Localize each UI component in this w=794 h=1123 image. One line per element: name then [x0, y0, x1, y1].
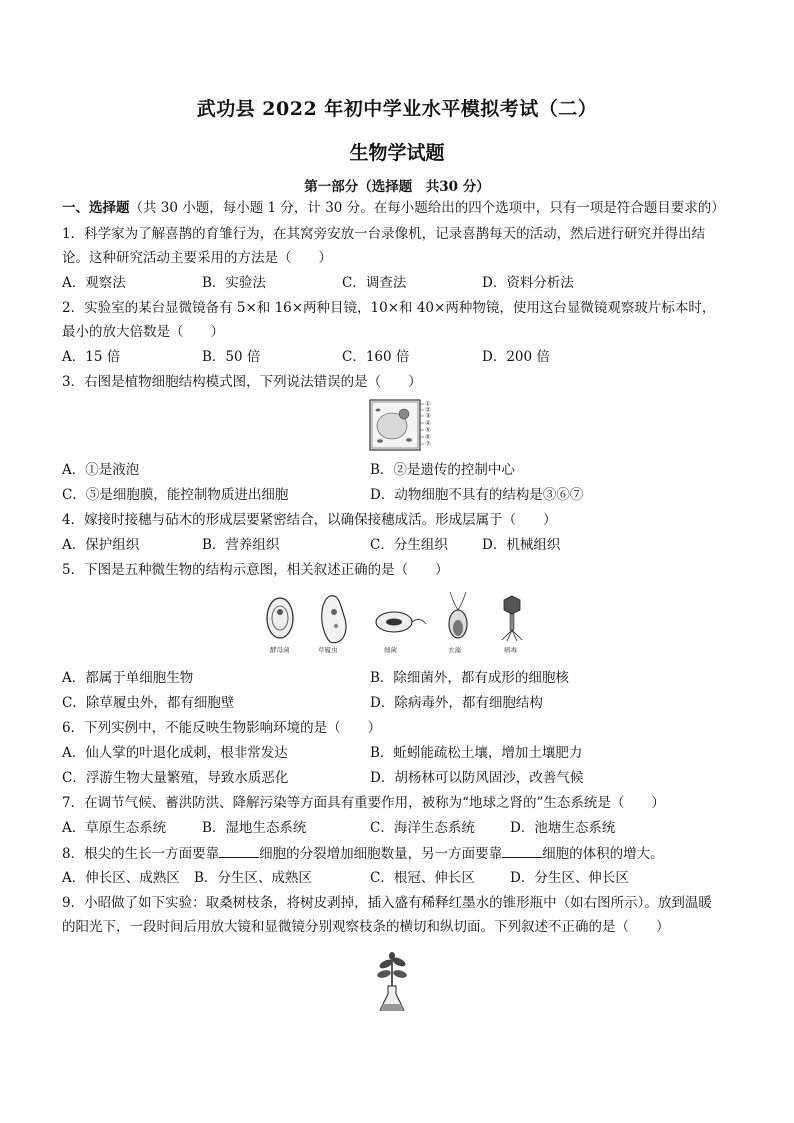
q9-stem-line2: 的阳光下，一段时间后用放大镜和显微镜分别观察枝条的横切和纵切面。下列叙述不正确的是（ ）	[62, 919, 670, 935]
exam-subject: 生物学试题	[349, 142, 445, 164]
q7-option-d: D．池塘生态系统	[510, 820, 616, 836]
part-heading: 第一部分（选择题 共30 分）	[304, 179, 490, 195]
q6-option-b: B．蚯蚓能疏松土壤，增加土壤肥力	[370, 745, 583, 761]
q2-option-b: B．50 倍	[202, 349, 261, 365]
q5-option-a: A．都属于单细胞生物	[62, 670, 194, 686]
q7-option-c: C．海洋生态系统	[370, 820, 475, 836]
q5-option-d: D．除病毒外，都有细胞结构	[370, 695, 543, 711]
microbe-label-yeast: 酵母菌	[270, 646, 290, 654]
plant-cell-figure	[362, 396, 434, 454]
q1-option-d: D．资料分析法	[482, 275, 574, 291]
virus-illustration	[502, 596, 522, 641]
cell-label-1: ①	[425, 400, 431, 408]
q6-option-c: C．浮游生物大量繁殖，导致水质恶化	[62, 770, 289, 786]
cell-label-5: ⑤	[425, 426, 431, 434]
q5-stem: 5．下图是五种微生物的结构示意图，相关叙述正确的是（ ）	[62, 562, 449, 578]
microbe-label-chlamydomonas: 衣藻	[448, 646, 461, 654]
q2-option-c: C．160 倍	[342, 349, 410, 365]
cell-label-2: ②	[425, 406, 431, 414]
cell-label-7: ⑦	[425, 440, 431, 448]
q2-stem-line2: 最小的放大倍数是（ ）	[62, 324, 224, 340]
exam-title: 武功县 2022 年初中学业水平模拟考试（二）	[196, 98, 598, 120]
q3-stem: 3．右图是植物细胞结构模式图，下列说法错误的是（ ）	[62, 374, 422, 390]
yeast-illustration	[267, 598, 293, 638]
cell-label-3: ③	[425, 412, 431, 420]
microbe-label-virus: 病毒	[504, 646, 517, 654]
q8-option-b: B．分生区、成熟区	[194, 870, 312, 886]
q7-option-b: B．湿地生态系统	[202, 820, 307, 836]
q3-option-a: A．①是液泡	[62, 462, 140, 478]
q2-stem-line1: 2．实验室的某台显微镜备有 5×和 16×两种目镜，10×和 40×两种物镜，使用这台显微镜观察玻片标本时，	[62, 300, 716, 316]
q6-stem: 6．下列实例中，不能反映生物影响环境的是（ ）	[62, 720, 382, 736]
branch-in-flask-figure	[372, 950, 412, 1014]
q8-stem	[62, 843, 664, 864]
q9-stem-line1: 9．小昭做了如下实验：取桑树枝条，将树皮剥掉，插入盛有稀释红墨水的锥形瓶中（如右图所示）。放到温暖	[62, 895, 712, 911]
q4-stem: 4．嫁接时接穗与砧木的形成层要紧密结合，以确保接穗成活。形成层属于（ ）	[62, 512, 557, 528]
q8-stem-part2: 细胞的分裂增加细胞数量，另一方面要靠	[259, 846, 503, 862]
q1-option-b: B．实验法	[202, 275, 266, 291]
q7-option-a: A．草原生态系统	[62, 820, 167, 836]
q4-option-a: A．保护组织	[62, 537, 140, 553]
q6-option-a: A．仙人掌的叶退化成刺，根非常发达	[62, 745, 288, 761]
q5-option-c: C．除草履虫外，都有细胞壁	[62, 695, 235, 711]
q7-stem: 7．在调节气候、蓄洪防洪、降解污染等方面具有重要作用，被称为“地球之肾的”生态系统是（ ）	[62, 795, 665, 811]
cell-label-6: ⑥	[425, 433, 431, 441]
q3-option-b: B．②是遗传的控制中心	[370, 462, 515, 478]
q8-blank-1	[219, 843, 259, 858]
q1-option-a: A．观察法	[62, 275, 126, 291]
section-instructions	[62, 198, 725, 218]
q8-option-d: D．分生区、伸长区	[510, 870, 629, 886]
q8-blank-2	[502, 843, 542, 858]
q4-option-b: B．营养组织	[202, 537, 280, 553]
q1-option-c: C．调查法	[342, 275, 407, 291]
section-text: （共 30 小题，每小题 1 分，计 30 分。在每小题给出的四个选项中，只有一项是符合题目要求的）	[129, 200, 725, 216]
q4-option-c: C．分生组织	[370, 537, 448, 553]
microbes-figure	[258, 588, 538, 658]
q1-stem-line2: 论。这种研究活动主要采用的方法是（ ）	[62, 250, 332, 266]
q3-option-c: C．⑤是细胞膜，能控制物质进出细胞	[62, 487, 289, 503]
q3-option-d: D．动物细胞不具有的结构是③⑥⑦	[370, 487, 584, 503]
q6-option-d: D．胡杨林可以防风固沙，改善气候	[370, 770, 584, 786]
q8-option-c: C．根冠、伸长区	[370, 870, 475, 886]
section-name: 一、选择题	[62, 200, 130, 216]
q2-option-a: A．15 倍	[62, 349, 121, 365]
q8-stem-part1: 8．根尖的生长一方面要靠	[62, 846, 220, 862]
q2-option-d: D．200 倍	[482, 349, 550, 365]
microbe-label-bacterium: 细菌	[384, 646, 397, 654]
q4-option-d: D．机械组织	[482, 537, 561, 553]
paramecium-illustration	[322, 596, 346, 643]
q8-option-a: A．伸长区、成熟区	[62, 870, 180, 886]
bacterium-illustration	[376, 612, 426, 632]
chlamydomonas-illustration	[449, 592, 467, 638]
q8-stem-part3: 细胞的体积的增大。	[542, 846, 664, 862]
q5-option-b: B．除细菌外，都有成形的细胞核	[370, 670, 569, 686]
cell-label-4: ④	[425, 419, 431, 427]
microbe-label-paramecium: 草履虫	[318, 646, 338, 654]
q1-stem-line1: 1．科学家为了解喜鹊的育雏行为，在其窝旁安放一台录像机，记录喜鹊每天的活动，然后进行研究并得出结	[62, 226, 706, 242]
